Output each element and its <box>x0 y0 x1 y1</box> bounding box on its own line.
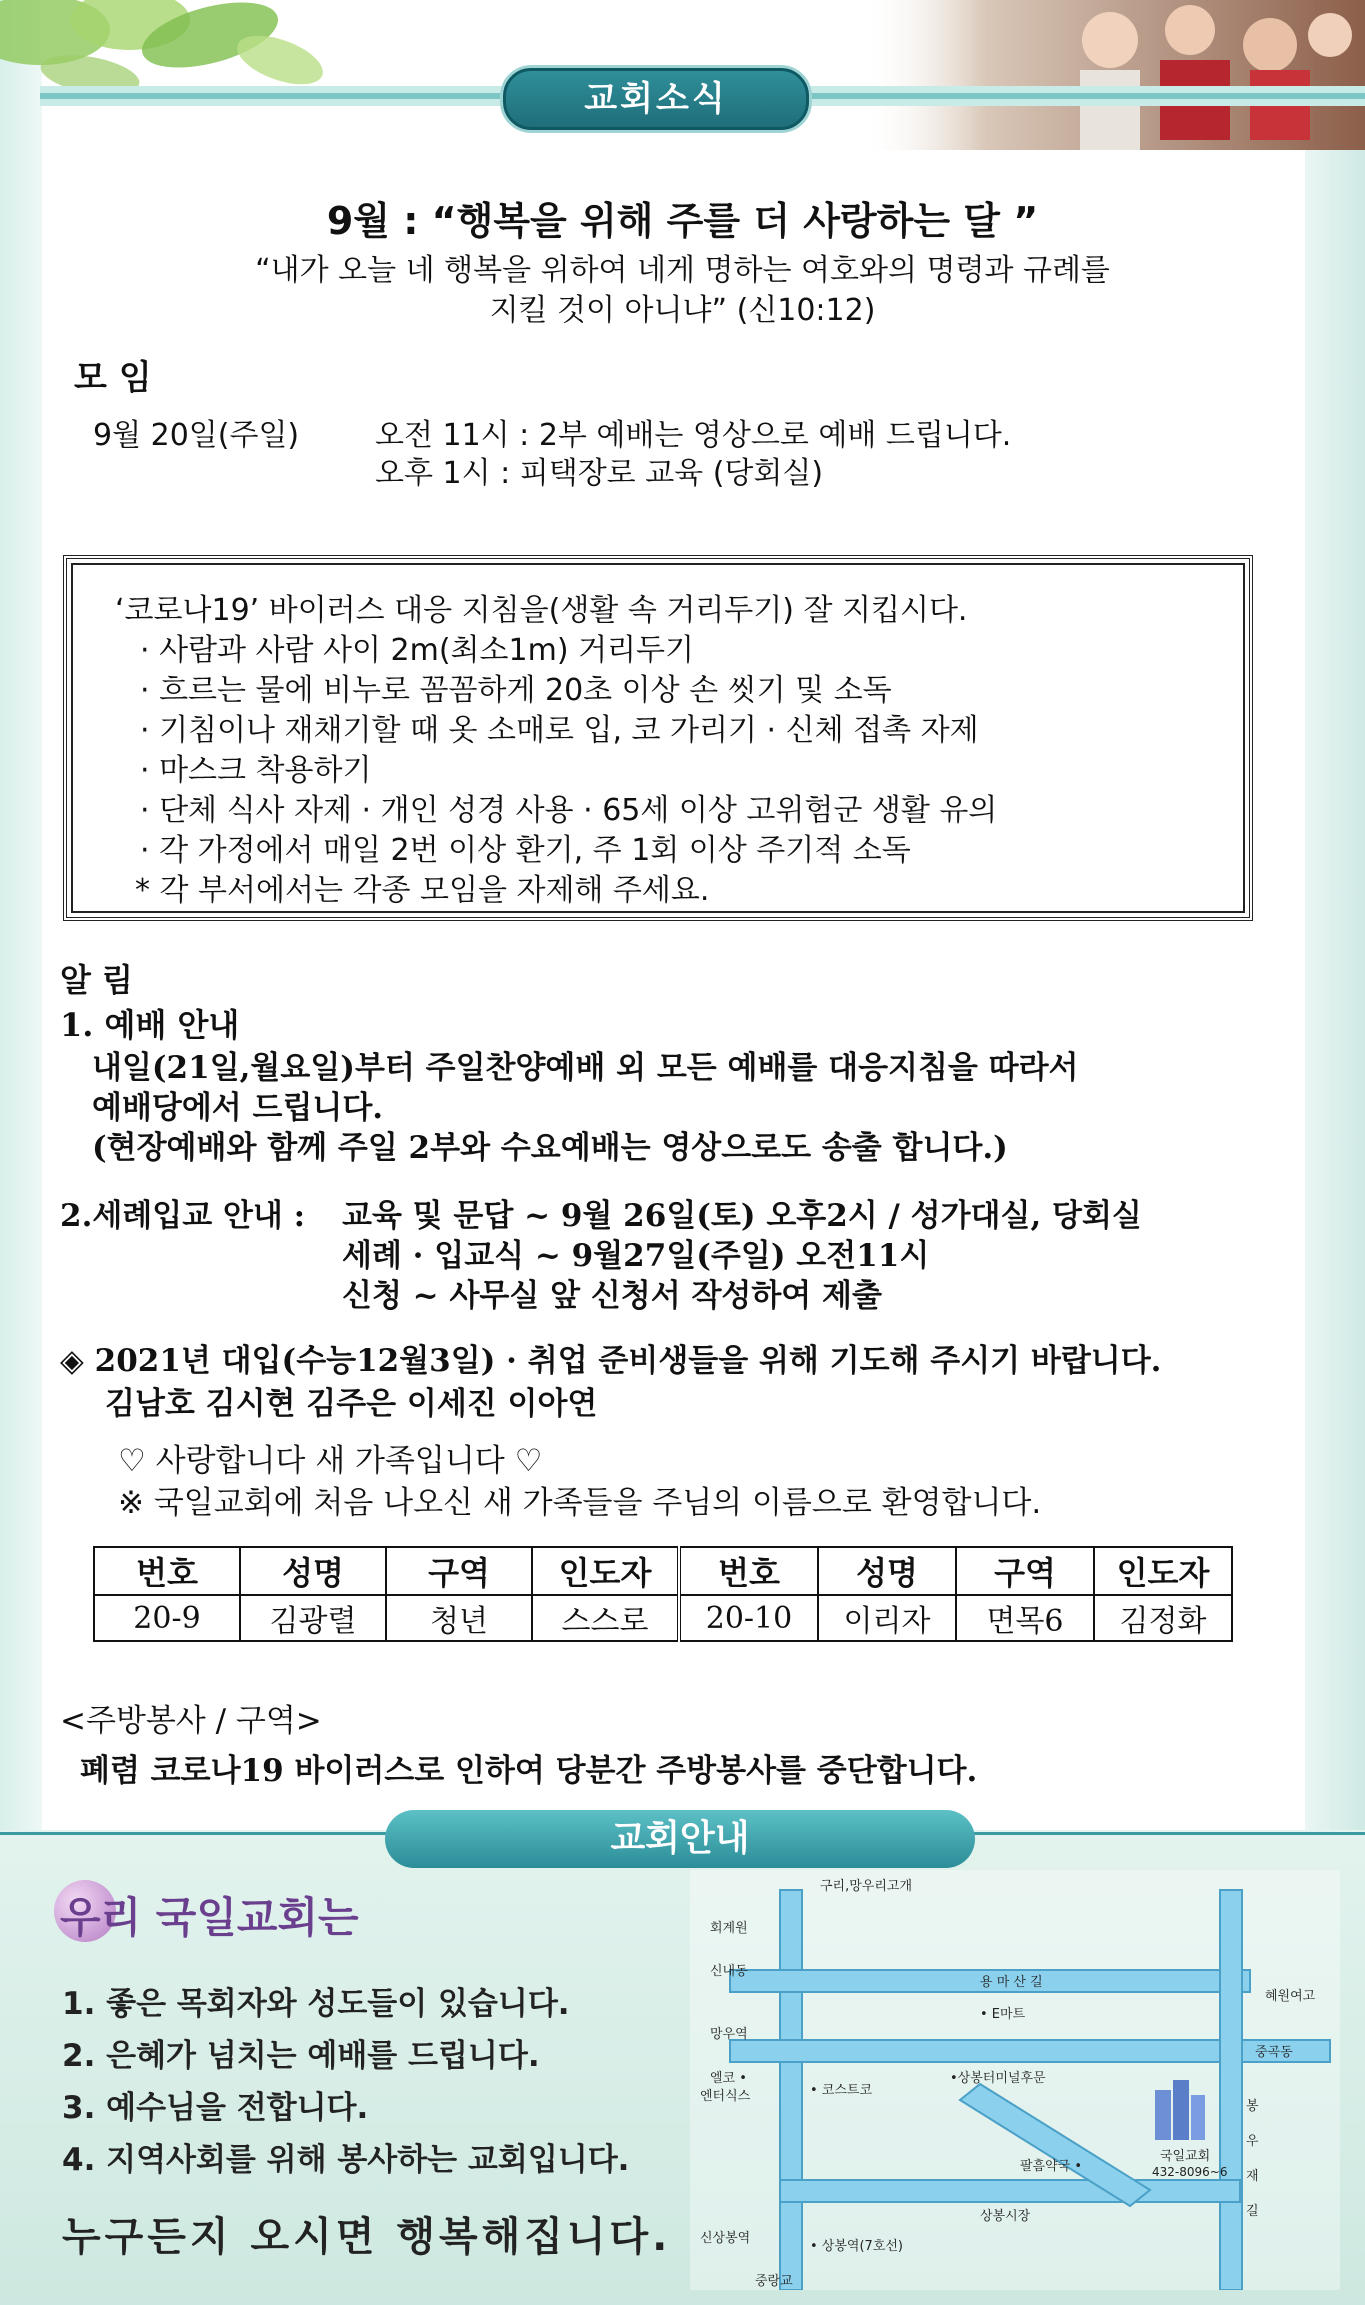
map-label: 중랑교 <box>755 2274 793 2289</box>
map-label: 봉 <box>1246 2099 1259 2114</box>
covid-item: · 흐르는 물에 비누로 꼼꼼하게 20초 이상 손 씻기 및 소독 <box>140 673 892 708</box>
verse-line-2: 지킬 것이 아니냐” (신10:12) <box>489 293 876 328</box>
covid-note: * 각 부서에서는 각종 모임을 자제해 주세요. <box>135 873 710 908</box>
map-label: 우 <box>1246 2134 1259 2149</box>
column-header: 구역 <box>956 1547 1094 1595</box>
map-label: 엘코 • <box>710 2071 747 2086</box>
new-family-heading: ♡ 사랑합니다 새 가족입니다 ♡ <box>118 1443 543 1479</box>
map-label: 중곡동 <box>1255 2045 1293 2060</box>
welcome-slogan: 누구든지 오시면 행복해집니다. <box>62 2214 672 2260</box>
map-label: 구리,망우리고개 <box>820 1879 913 1894</box>
map-label: 엔터식스 <box>700 2089 751 2104</box>
baptism-line-3: 신청 ~ 사무실 앞 신청서 작성하여 제출 <box>342 1278 882 1314</box>
table-cell: 청년 <box>386 1595 532 1641</box>
church-point: 2. 은혜가 넘치는 예배를 드립니다. <box>62 2038 540 2074</box>
map-label: • 코스트코 <box>810 2083 873 2098</box>
worship-line-3: (현장예배와 함께 주일 2부와 수요예배는 영상으로도 송출 합니다.) <box>92 1130 1008 1166</box>
map-label: 신내동 <box>710 1964 748 1979</box>
covid-item: · 마스크 착용하기 <box>140 753 372 788</box>
kitchen-heading: <주방봉사 / 구역> <box>60 1703 322 1739</box>
column-header: 성명 <box>240 1547 386 1595</box>
table-cell: 20-9 <box>94 1595 240 1641</box>
map-label: 망우역 <box>710 2027 748 2042</box>
covid-item: · 단체 식사 자제 · 개인 성경 사용 · 65세 이상 고위험군 생활 유의 <box>140 793 998 828</box>
notices-heading: 알 림 <box>60 961 133 999</box>
guide-banner: 교회안내 <box>385 1810 975 1868</box>
new-family-note: ※ 국일교회에 처음 나오신 새 가족들을 주님의 이름으로 환영합니다. <box>118 1485 1042 1521</box>
church-point: 3. 예수님을 전합니다. <box>62 2090 369 2126</box>
kitchen-text: 폐렴 코로나19 바이러스로 인하여 당분간 주방봉사를 중단합니다. <box>80 1753 978 1789</box>
table-row <box>94 1595 1232 1641</box>
baptism-label: 2.세례입교 안내 : <box>60 1198 306 1234</box>
map-label: 혜원여고 <box>1265 1989 1316 2004</box>
table-cell: 이리자 <box>818 1595 956 1641</box>
meeting-heading: 모임 <box>74 358 164 398</box>
table-cell: 20-10 <box>679 1595 818 1641</box>
covid-item: · 각 가정에서 매일 2번 이상 환기, 주 1회 이상 주기적 소독 <box>140 833 911 868</box>
church-point: 1. 좋은 목회자와 성도들이 있습니다. <box>62 1986 570 2022</box>
map-label: 432-8096~6 <box>1152 2165 1228 2179</box>
column-header: 번호 <box>679 1547 818 1595</box>
table-cell: 면목6 <box>956 1595 1094 1641</box>
church-point: 4. 지역사회를 위해 봉사하는 교회입니다. <box>62 2142 630 2178</box>
meeting-line-1: 오전 11시 : 2부 예배는 영상으로 예배 드립니다. <box>375 418 1012 453</box>
map-label: 길 <box>1246 2204 1259 2219</box>
baptism-line-1: 교육 및 문답 ~ 9월 26일(토) 오후2시 / 성가대실, 당회실 <box>342 1198 1142 1234</box>
worship-title: 1. 예배 안내 <box>60 1006 240 1044</box>
meeting-line-2: 오후 1시 : 피택장로 교육 (당회실) <box>375 456 824 491</box>
map-label: 재 <box>1246 2169 1259 2184</box>
prayer-line-1: ◈ 2021년 대입(수능12월3일) · 취업 준비생들을 위해 기도해 주시기 바랍니다. <box>60 1343 1162 1379</box>
map-label: • E마트 <box>980 2007 1026 2022</box>
map-label: 팔흠약국 • <box>1020 2159 1083 2174</box>
column-header: 인도자 <box>1094 1547 1232 1595</box>
map-label: 신상봉역 <box>700 2231 751 2246</box>
worship-line-2: 예배당에서 드립니다. <box>92 1090 384 1126</box>
map-label: 회계원 <box>710 1921 748 1936</box>
covid-intro: ‘코로나19’ 바이러스 대응 지침을(생활 속 거리두기) 잘 지킵시다. <box>115 593 968 628</box>
new-family-table <box>93 1546 1233 1642</box>
column-header: 구역 <box>386 1547 532 1595</box>
map-label: • 상봉역(7호선) <box>810 2239 904 2254</box>
meeting-date: 9월 20일(주일) <box>93 418 300 453</box>
map-label: 용 마 산 길 <box>980 1975 1043 1990</box>
column-header: 인도자 <box>532 1547 679 1595</box>
table-cell: 김광렬 <box>240 1595 386 1641</box>
worship-line-1: 내일(21일,월요일)부터 주일찬양예배 외 모든 예배를 대응지침을 따라서 <box>92 1050 1079 1086</box>
baptism-line-2: 세례 · 입교식 ~ 9월27일(주일) 오전11시 <box>342 1238 930 1274</box>
column-header: 번호 <box>94 1547 240 1595</box>
verse-line-1: “내가 오늘 네 행복을 위하여 네게 명하는 여호와의 명령과 규례를 <box>255 253 1110 288</box>
table-header-row <box>94 1547 1232 1595</box>
month-title: 9월 : “행복을 위해 주를 더 사랑하는 달 ” <box>326 199 1039 243</box>
table-cell: 스스로 <box>532 1595 679 1641</box>
church-intro-title: 우리 국일교회는 <box>60 1893 359 1942</box>
map-label: 상봉시장 <box>980 2209 1031 2224</box>
covid-item: · 사람과 사람 사이 2m(최소1m) 거리두기 <box>140 633 694 668</box>
column-header: 성명 <box>818 1547 956 1595</box>
map-label: 국일교회 <box>1160 2149 1211 2164</box>
location-map <box>690 1870 1340 2290</box>
map-label: •상봉터미널후문 <box>950 2071 1046 2086</box>
prayer-names: 김남호 김시현 김주은 이세진 이아연 <box>105 1386 598 1422</box>
news-banner: 교회소식 <box>503 68 809 130</box>
table-cell: 김정화 <box>1094 1595 1232 1641</box>
covid-item: · 기침이나 재채기할 때 옷 소매로 입, 코 가리기 · 신체 접촉 자제 <box>140 713 979 748</box>
